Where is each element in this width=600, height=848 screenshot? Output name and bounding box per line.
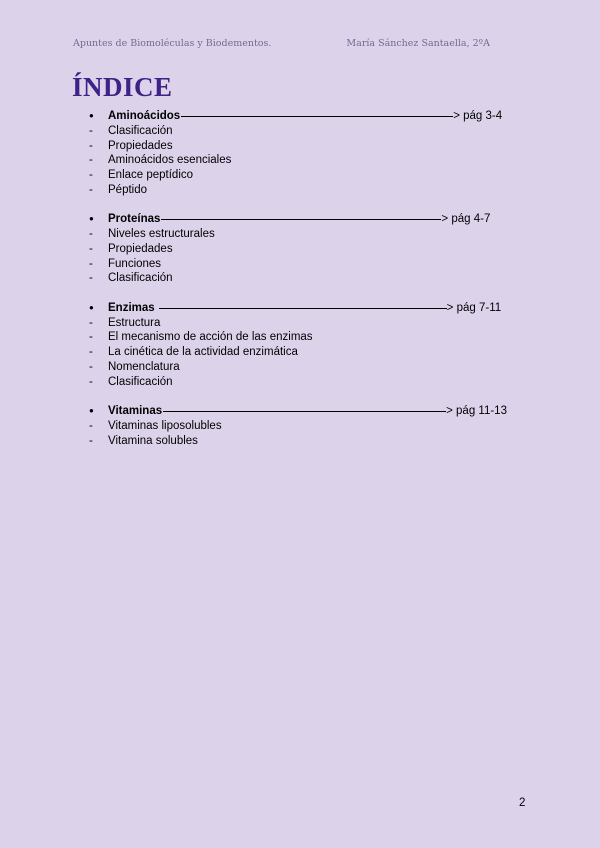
leader-line bbox=[161, 219, 441, 220]
toc-item-label: Clasificación bbox=[108, 272, 173, 285]
section-title: Vitaminas bbox=[108, 405, 163, 418]
toc-item-label: Estructura bbox=[108, 316, 161, 329]
toc-item-label: Propiedades bbox=[108, 242, 173, 255]
toc-section-heading[interactable] bbox=[89, 212, 509, 227]
dash-icon: - bbox=[89, 272, 93, 285]
dash-icon: - bbox=[89, 331, 93, 344]
toc-item[interactable] bbox=[89, 183, 509, 198]
toc-item[interactable] bbox=[89, 330, 509, 345]
toc-item[interactable] bbox=[89, 375, 509, 390]
toc-item[interactable] bbox=[89, 271, 509, 286]
toc-item-label: Vitamina solubles bbox=[108, 434, 198, 447]
toc-item-label: El mecanismo de acción de las enzimas bbox=[108, 331, 313, 344]
dash-icon: - bbox=[89, 316, 93, 329]
toc-item-label: Funciones bbox=[108, 257, 162, 270]
toc-section-proteinas bbox=[89, 212, 509, 286]
toc-item-label: Propiedades bbox=[108, 139, 173, 152]
dash-icon: - bbox=[89, 360, 93, 373]
dash-icon: - bbox=[89, 434, 93, 447]
toc-item-label: Clasificación bbox=[108, 375, 173, 388]
dash-icon: - bbox=[89, 346, 93, 359]
toc-item-label: Clasificación bbox=[108, 124, 173, 137]
toc-item[interactable] bbox=[89, 242, 509, 257]
section-title: Enzimas bbox=[108, 301, 155, 314]
dash-icon: - bbox=[89, 375, 93, 388]
page-reference: > pág 4-7 bbox=[441, 213, 491, 226]
dash-icon: - bbox=[89, 139, 93, 152]
page-reference: > pág 3-4 bbox=[453, 110, 503, 122]
dash-icon: - bbox=[89, 154, 93, 167]
toc-item[interactable] bbox=[89, 434, 509, 449]
dash-icon: - bbox=[89, 419, 93, 432]
page-title: ÍNDICE bbox=[72, 72, 173, 102]
dash-icon: - bbox=[89, 124, 93, 137]
page-number: 2 bbox=[519, 797, 526, 809]
bullet-icon: ● bbox=[89, 302, 94, 312]
page-reference: > pág 7-11 bbox=[446, 301, 502, 314]
dash-icon: - bbox=[89, 257, 93, 270]
page-reference: > pág 11-13 bbox=[446, 405, 507, 418]
toc-item[interactable] bbox=[89, 316, 509, 331]
toc-item[interactable] bbox=[89, 168, 509, 183]
toc-section-enzimas bbox=[89, 301, 509, 390]
toc-item[interactable] bbox=[89, 360, 509, 375]
header-left: Apuntes de Biomoléculas y Biodementos. bbox=[73, 38, 272, 49]
toc-item[interactable] bbox=[89, 257, 509, 272]
toc-item[interactable] bbox=[89, 227, 509, 242]
section-title: Proteínas bbox=[108, 213, 161, 226]
toc-item[interactable] bbox=[89, 419, 509, 434]
toc-item-label: Aminoácidos esenciales bbox=[108, 154, 232, 167]
toc-item[interactable] bbox=[89, 124, 509, 139]
toc-item[interactable] bbox=[89, 139, 509, 154]
header-right: María Sánchez Santaella, 2ºA bbox=[346, 38, 490, 49]
bullet-icon: ● bbox=[89, 111, 94, 120]
toc-item-label: Nomenclatura bbox=[108, 360, 180, 373]
toc-section-heading[interactable] bbox=[89, 301, 509, 316]
toc-item-label: La cinética de la actividad enzimática bbox=[108, 346, 298, 359]
leader-line bbox=[159, 308, 447, 309]
toc-item-label: Enlace peptídico bbox=[108, 169, 194, 182]
leader-line bbox=[163, 411, 446, 412]
toc-item-label: Niveles estructurales bbox=[108, 228, 215, 241]
dash-icon: - bbox=[89, 183, 93, 196]
dash-icon: - bbox=[89, 169, 93, 182]
dash-icon: - bbox=[89, 228, 93, 241]
bullet-icon: ● bbox=[89, 214, 94, 224]
bullet-icon: ● bbox=[89, 406, 94, 416]
toc-item[interactable] bbox=[89, 345, 509, 360]
dash-icon: - bbox=[89, 242, 93, 255]
toc-section-heading[interactable] bbox=[89, 404, 509, 419]
toc-section-vitaminas bbox=[89, 404, 509, 448]
toc-item-label: Péptido bbox=[108, 183, 148, 196]
toc-item-label: Vitaminas liposolubles bbox=[108, 419, 222, 432]
toc-section-heading[interactable] bbox=[89, 109, 509, 124]
toc-section-aminoacidos bbox=[89, 109, 509, 198]
section-title: Aminoácidos bbox=[108, 110, 181, 122]
leader-line bbox=[181, 116, 453, 117]
toc-item[interactable] bbox=[89, 153, 509, 168]
table-of-contents bbox=[89, 109, 509, 463]
